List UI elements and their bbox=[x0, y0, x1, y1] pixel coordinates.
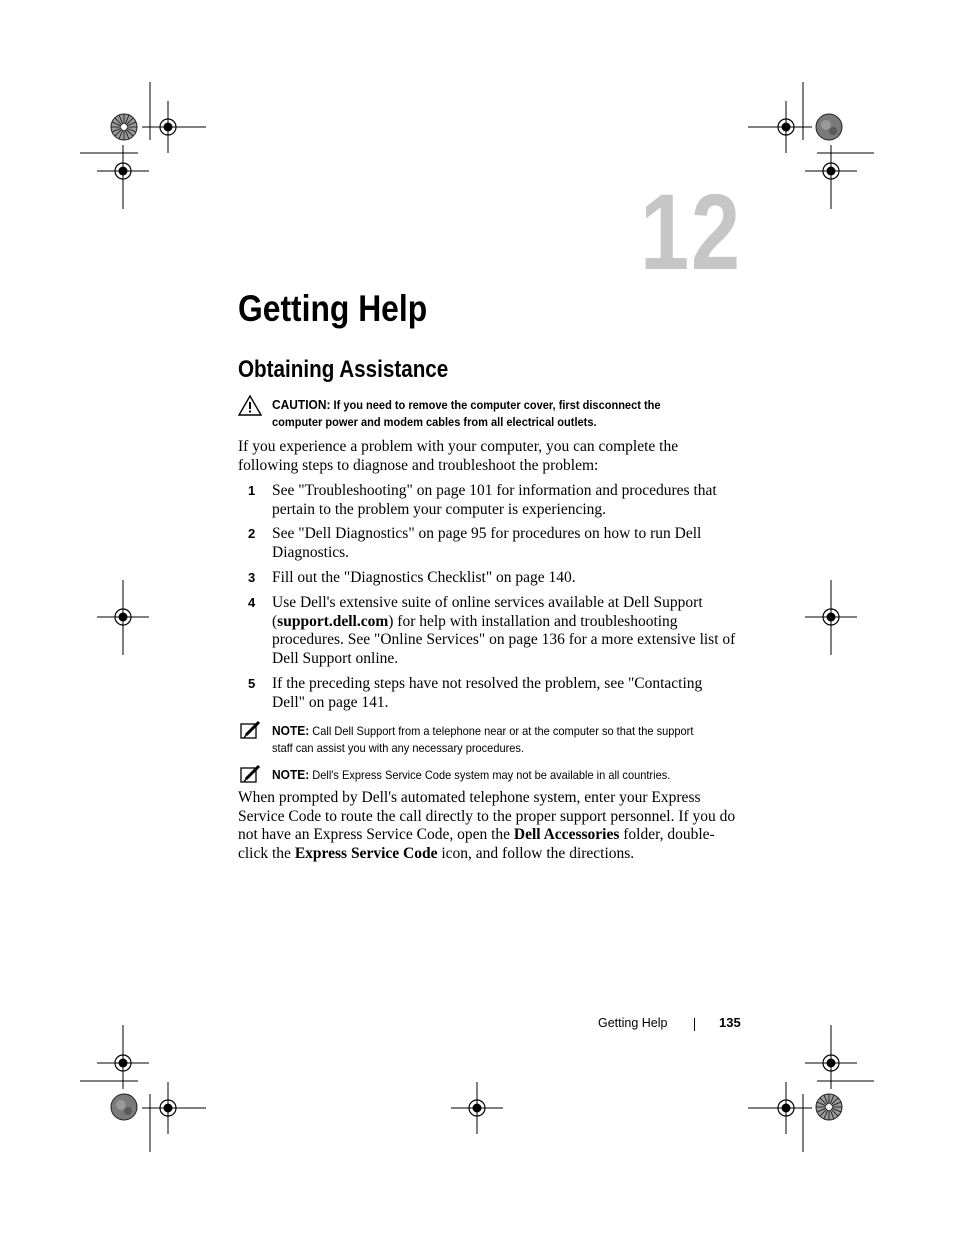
section-title: Obtaining Assistance bbox=[238, 356, 449, 383]
step-text: Fill out the "Diagnostics Checklist" on page 140. bbox=[272, 569, 576, 586]
registration-mark-icon bbox=[748, 82, 874, 209]
step-text: See "Troubleshooting" on page 101 for information and procedures that pertain to the problem your computer is experiencing. bbox=[272, 482, 717, 518]
footer-title: Getting Help bbox=[598, 1016, 668, 1030]
registration-mark-icon bbox=[748, 1025, 874, 1152]
step-number: 5 bbox=[248, 676, 256, 691]
caution-label: CAUTION: bbox=[272, 397, 331, 412]
note-label: NOTE: bbox=[272, 723, 310, 738]
registration-mark-icon bbox=[80, 82, 206, 209]
step-text: Use Dell's extensive suite of online services available at Dell Support (support.dell.com) for help with installation and troubleshooting procedures. See "Online Services" on page 136 for a more extensive list of Dell Support online. bbox=[272, 594, 736, 667]
registration-mark-icon bbox=[97, 580, 149, 655]
support-link-text: support.dell.com bbox=[277, 612, 389, 630]
registration-mark-icon bbox=[805, 580, 857, 655]
pencil-note-icon bbox=[238, 720, 262, 740]
closing-paragraph: When prompted by Dell's automated telephone system, enter your Express Service Code to route the call directly to the proper support personnel. If you do not have an Express Service Code, open the Dell Accessories folder, double-click the Express Service Code icon, and follow the directions. bbox=[238, 789, 736, 862]
registration-mark-icon bbox=[80, 1025, 206, 1152]
express-service-code-text: Express Service Code bbox=[294, 844, 438, 862]
warning-triangle-icon bbox=[238, 394, 262, 416]
footer-separator bbox=[694, 1018, 695, 1031]
registration-mark-icon bbox=[451, 1082, 503, 1134]
chapter-number: 12 bbox=[640, 171, 742, 292]
step-number: 3 bbox=[248, 570, 256, 585]
chapter-title: Getting Help bbox=[238, 288, 428, 329]
step-number: 4 bbox=[248, 595, 256, 610]
note-text: Call Dell Support from a telephone near or at the computer so that the support staff can assist you with any necessary procedures. bbox=[272, 724, 694, 755]
step-number: 1 bbox=[248, 483, 256, 498]
caution-text: If you need to remove the computer cover, first disconnect the computer power and modem cables from all electrical outlets. bbox=[272, 398, 661, 429]
note-text: Dell's Express Service Code system may not be available in all countries. bbox=[312, 768, 671, 782]
page-number: 135 bbox=[719, 1015, 741, 1030]
note-label: NOTE: bbox=[272, 767, 310, 782]
step-text: If the preceding steps have not resolved the problem, see "Contacting Dell" on page 141. bbox=[272, 675, 703, 711]
pencil-note-icon bbox=[238, 764, 262, 784]
step-number: 2 bbox=[248, 526, 256, 541]
step-text: See "Dell Diagnostics" on page 95 for procedures on how to run Dell Diagnostics. bbox=[272, 525, 702, 561]
intro-paragraph: If you experience a problem with your computer, you can complete the following steps to diagnose and troubleshoot the problem: bbox=[238, 438, 679, 474]
dell-accessories-text: Dell Accessories bbox=[513, 826, 620, 843]
